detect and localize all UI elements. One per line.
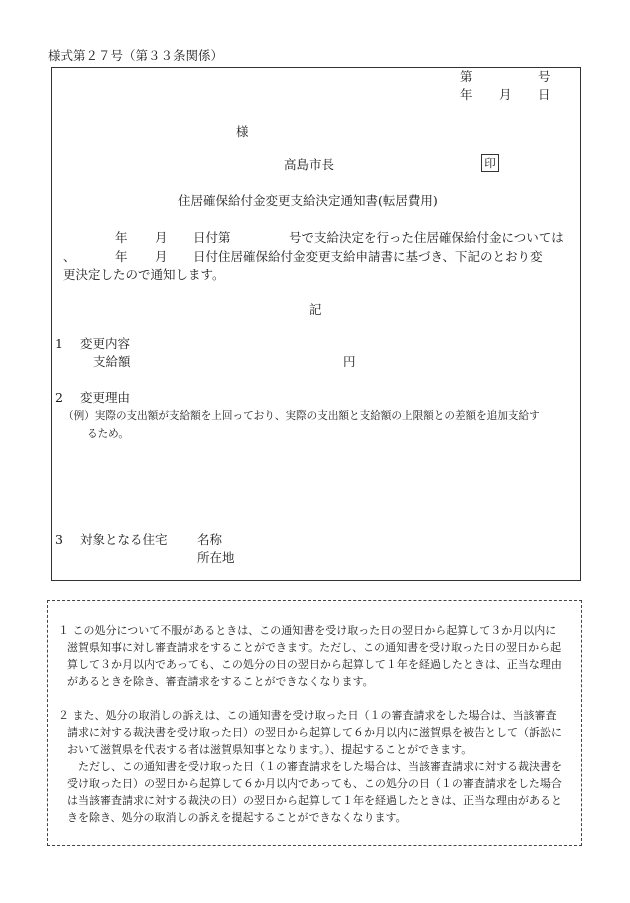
ki-heading: 記 (309, 302, 322, 317)
note2-line-4: ただし、この通知書を受け取った日（１の審査請求をした場合は、当該審査請求に対する裁決書を (78, 760, 562, 773)
note2-line-6: は当該審査請求に対する裁決の日）の翌日から起算して１年を経過したときは、正当な理由があると (67, 794, 562, 807)
housing-address-label: 所在地 (197, 550, 235, 565)
body-l1-year: 年 (115, 230, 128, 245)
body-l1-date: 日付第 (193, 230, 231, 245)
number-dai: 第 (460, 69, 473, 84)
note2-line-1: ２ また、処分の取消しの訴えは、この通知書を受け取った日（１の審査請求をした場合は、当該審査 (58, 709, 557, 722)
notice-frame (51, 67, 581, 581)
date-month: 月 (499, 87, 512, 102)
amount-unit: 円 (343, 354, 356, 369)
seal-char: 印 (484, 156, 496, 170)
seal-stamp-box (481, 154, 499, 172)
body-l1-rest: 号で支給決定を行った住居確保給付金については (289, 230, 564, 245)
housing-name-label: 名称 (197, 532, 223, 547)
number-go: 号 (538, 69, 551, 84)
form-number: 様式第２７号（第３３条関係） (48, 48, 224, 63)
section2-title: 変更理由 (80, 390, 131, 405)
note2-line-5: 受け取った日）の翌日から起算して６か月以内であっても、この処分の日（１の審査請求をした場合 (67, 777, 562, 790)
section1-number: 1 (55, 336, 63, 351)
body-l3: 更決定したので通知します。 (63, 267, 225, 282)
issuer-name: 高島市長 (284, 157, 335, 172)
reason-line-2: るため。 (87, 428, 129, 440)
reason-line-1: （例）実際の支出額が支給額を上回っており、実際の支出額と支給額の上限額との差額を追加支給す (63, 410, 540, 422)
body-l2-rest: 日付住居確保給付金変更支給申請書に基づき、下記のとおり変 (193, 249, 543, 264)
note2-line-7: きを除き、処分の取消しの訴えを提起することができなくなります。 (67, 811, 407, 824)
note1-line-2: 滋賀県知事に対し審査請求をすることができます。ただし、この通知書を受け取った日の翌日から起 (67, 641, 562, 654)
section3-number: 3 (55, 532, 63, 547)
body-l2-month: 月 (155, 249, 168, 264)
body-l2-comma: 、 (63, 249, 76, 264)
note2-line-3: おいて滋賀県を代表する者は滋賀県知事となります。）、提起することができます。 (67, 743, 473, 756)
note1-line-1: １ この処分について不服があるときは、この通知書を受け取った日の翌日から起算して３か月以内に (58, 624, 557, 637)
amount-label: 支給額 (93, 354, 131, 369)
note2-line-2: 請求に対する裁決書を受け取った日）の翌日から起算して６か月以内に滋賀県を被告として（訴訟に (67, 726, 562, 739)
date-year: 年 (460, 87, 473, 102)
section1-title: 変更内容 (80, 336, 131, 351)
note1-line-3: 算して３か月以内であっても、この処分の日の翌日から起算して１年を経過したときは、正当な理由 (67, 658, 562, 671)
body-l1-month: 月 (155, 230, 168, 245)
section3-title: 対象となる住宅 (80, 532, 168, 547)
body-l2-year: 年 (115, 249, 128, 264)
addressee-sama: 様 (236, 124, 249, 139)
date-day: 日 (538, 87, 551, 102)
document-title: 住居確保給付金変更支給決定通知書(転居費用) (178, 193, 438, 208)
section2-number: 2 (55, 390, 63, 405)
note1-line-4: があるときを除き、審査請求をすることができなくなります。 (67, 675, 374, 688)
